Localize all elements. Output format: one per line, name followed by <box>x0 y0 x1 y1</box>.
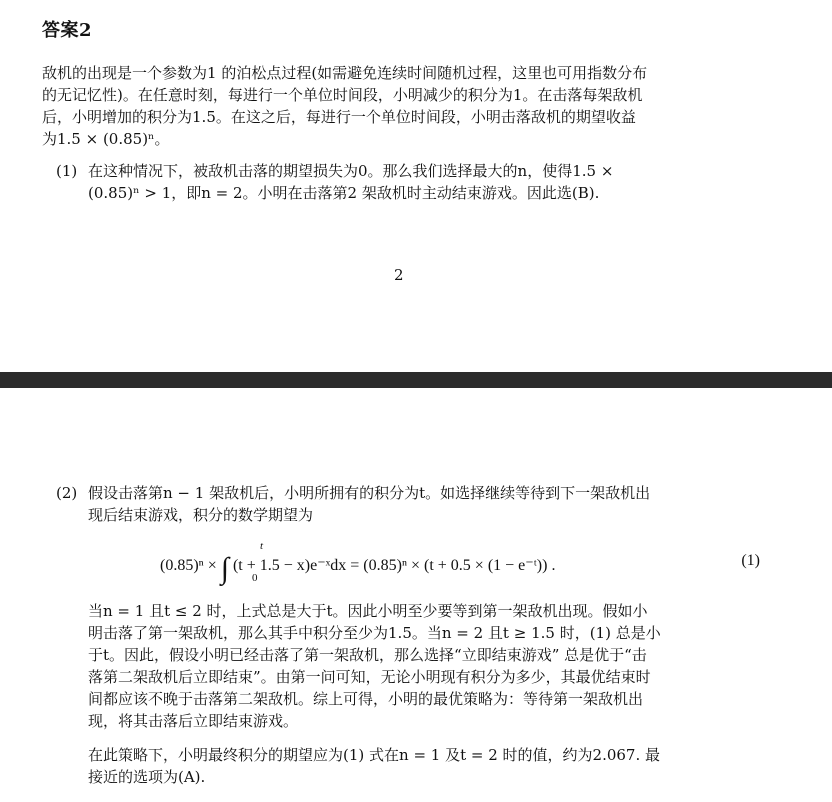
analysis-line: 间都应该不晚于击落第二架敌机。综上可得，小明的最优策略为：等待第一架敌机出 <box>88 690 644 708</box>
equation-1 <box>160 540 760 584</box>
intro-paragraph <box>42 62 788 150</box>
integral-lower-limit: 0 <box>252 572 258 584</box>
intro-line: 为1.5 × (0.85)ⁿ。 <box>42 130 170 148</box>
conclusion-paragraph <box>88 744 788 788</box>
analysis-paragraph <box>88 600 788 732</box>
equation-label: (1) <box>741 552 760 569</box>
intro-line: 的无记忆性)。在任意时刻，每进行一个单位时间段，小明减少的积分为1。在击落每架敌机 <box>42 86 643 104</box>
item2-number: (2) <box>56 484 78 502</box>
item1-text <box>88 160 788 204</box>
item1-line: 在这种情况下，被敌机击落的期望损失为0。那么我们选择最大的n，使得1.5 × <box>88 162 614 180</box>
conclusion-line: 在此策略下，小明最终积分的期望应为(1) 式在n = 1 及t = 2 时的值，约为2.067. 最 <box>88 746 661 764</box>
page-bottom <box>0 388 832 802</box>
answer-heading: 答案2 <box>42 20 93 41</box>
intro-line: 后，小明增加的积分为1.5。在这之后，每进行一个单位时间段，小明击落敌机的期望收益 <box>42 108 636 126</box>
item2-line: 假设击落第n − 1 架敌机后，小明所拥有的积分为t。如选择继续等待到下一架敌机出 <box>88 484 651 502</box>
analysis-line: 于t。因此，假设小明已经击落了第一架敌机，那么选择“立即结束游戏” 总是优于“击 <box>88 646 647 664</box>
item2-line: 现后结束游戏，积分的数学期望为 <box>88 506 314 524</box>
intro-line: 敌机的出现是一个参数为1 的泊松点过程(如需避免连续时间随机过程，这里也可用指数分布 <box>42 64 648 82</box>
equation-lhs: (0.85)ⁿ × <box>160 557 221 574</box>
page-number: 2 <box>394 266 404 284</box>
integral-upper-limit: t <box>260 540 264 552</box>
item1-line: (0.85)ⁿ > 1，即n = 2。小明在击落第2 架敌机时主动结束游戏。因此选(B). <box>88 184 600 202</box>
equation-integrand: (t + 1.5 − x)e⁻ˣdx = (0.85)ⁿ × (t + 0.5 × (1 − e⁻ᵗ)) . <box>232 557 556 574</box>
item1-number: (1) <box>56 162 78 180</box>
conclusion-line: 接近的选项为(A). <box>88 768 206 786</box>
analysis-line: 当n = 1 且t ≤ 2 时，上式总是大于t。因此小明至少要等到第一架敌机出现。假如小 <box>88 602 648 620</box>
analysis-line: 落第二架敌机后立即结束”。由第一问可知，无论小明现有积分为多少，其最优结束时 <box>88 668 651 686</box>
equation-body <box>160 552 555 586</box>
item2-text <box>88 482 788 526</box>
page-divider <box>0 372 832 388</box>
analysis-line: 现，将其击落后立即结束游戏。 <box>88 712 299 730</box>
page-top <box>0 0 832 372</box>
analysis-line: 明击落了第一架敌机，那么其手中积分至少为1.5。当n = 2 且t ≥ 1.5 时，(1) 总是小 <box>88 624 661 642</box>
integral-sign-icon: ∫ <box>220 552 229 585</box>
